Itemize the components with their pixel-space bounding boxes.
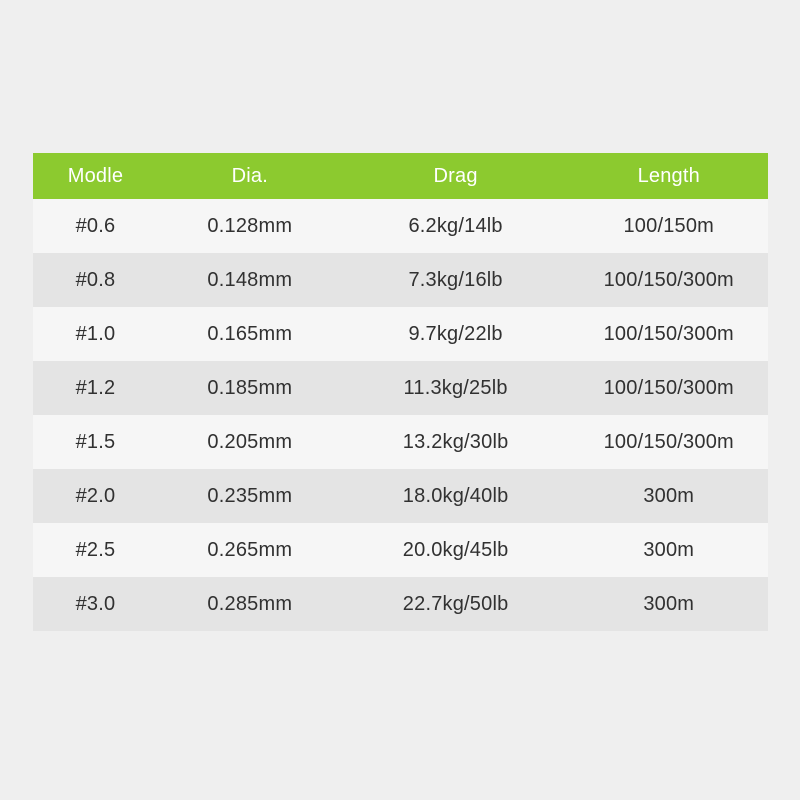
cell-model: #2.0 [75, 484, 116, 507]
header-length: Length [637, 164, 700, 187]
cell-diameter: 0.148mm [207, 268, 293, 291]
cell-length: 100/150/300m [603, 268, 734, 291]
cell-length: 100/150m [623, 214, 715, 237]
cell-diameter: 0.235mm [207, 484, 293, 507]
cell-drag: 22.7kg/50lb [402, 592, 509, 615]
cell-model: #1.0 [75, 322, 116, 345]
cell-diameter: 0.285mm [207, 592, 293, 615]
cell-drag: 20.0kg/45lb [402, 538, 509, 561]
cell-diameter: 0.205mm [207, 430, 293, 453]
cell-length: 300m [643, 538, 695, 561]
cell-model: #1.5 [75, 430, 116, 453]
table-row [33, 253, 768, 307]
cell-length: 100/150/300m [603, 376, 734, 399]
table-row [33, 307, 768, 361]
cell-diameter: 0.128mm [207, 214, 293, 237]
cell-model: #2.5 [75, 538, 116, 561]
spec-table [33, 153, 768, 631]
cell-model: #1.2 [75, 376, 116, 399]
table-row [33, 469, 768, 523]
cell-model: #0.8 [75, 268, 116, 291]
header-diameter: Dia. [231, 164, 268, 187]
cell-diameter: 0.185mm [207, 376, 293, 399]
cell-length: 100/150/300m [603, 430, 734, 453]
cell-drag: 18.0kg/40lb [402, 484, 509, 507]
cell-diameter: 0.265mm [207, 538, 293, 561]
cell-length: 300m [643, 484, 695, 507]
table-header-row [33, 153, 768, 199]
cell-model: #3.0 [75, 592, 116, 615]
table-row [33, 199, 768, 253]
cell-drag: 7.3kg/16lb [408, 268, 503, 291]
cell-length: 100/150/300m [603, 322, 734, 345]
cell-drag: 13.2kg/30lb [402, 430, 509, 453]
table-row [33, 415, 768, 469]
cell-diameter: 0.165mm [207, 322, 293, 345]
header-drag: Drag [433, 164, 478, 187]
header-model: Modle [67, 164, 124, 187]
cell-drag: 9.7kg/22lb [408, 322, 503, 345]
cell-model: #0.6 [75, 214, 116, 237]
cell-drag: 11.3kg/25lb [403, 376, 508, 399]
cell-drag: 6.2kg/14lb [408, 214, 503, 237]
table-row [33, 577, 768, 631]
table-row [33, 523, 768, 577]
cell-length: 300m [643, 592, 695, 615]
table-row [33, 361, 768, 415]
